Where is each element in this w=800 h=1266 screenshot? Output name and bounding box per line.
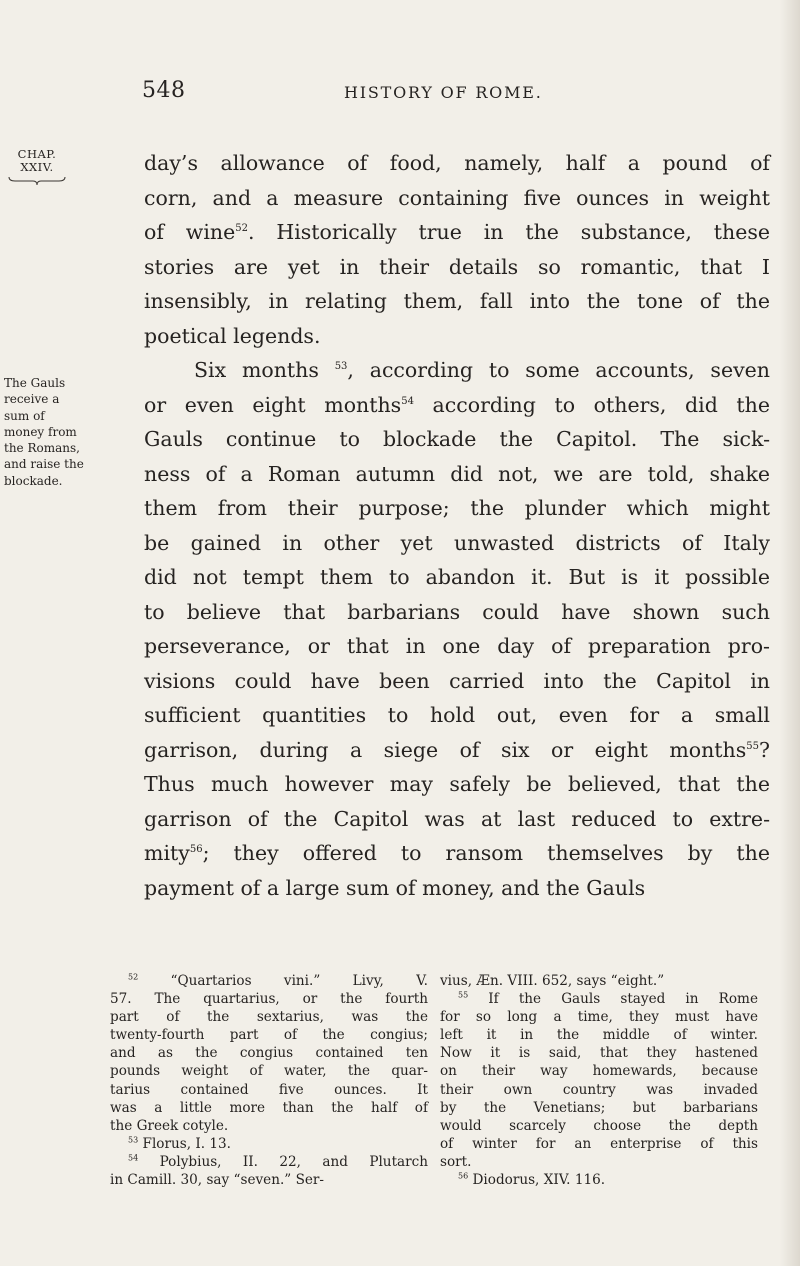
footnote-ref: 55 [746, 740, 759, 752]
footnote-line [440, 1081, 758, 1099]
main-text [144, 146, 770, 905]
text-line [144, 457, 770, 492]
text-run: sort. [440, 1153, 472, 1170]
footnote-line [440, 990, 758, 1008]
footnote-line [110, 1062, 428, 1080]
text-run: them from their purpose; the plunder which might [144, 496, 770, 520]
text-run: according to others, did the [413, 392, 770, 417]
footnote-ref: 54 [128, 1153, 139, 1163]
text-run: poetical legends. [144, 323, 321, 348]
text-line [144, 353, 770, 388]
text-line [144, 560, 770, 595]
footnote-ref: 53 [128, 1135, 139, 1145]
text-run: left it in the middle of winter. [440, 1027, 758, 1044]
text-line [144, 733, 770, 768]
text-run: ; they offered to ransom themselves by the [202, 841, 770, 865]
footnote-line [110, 1135, 428, 1153]
page-number: 548 [142, 78, 186, 103]
text-run: was a little more than the half of [110, 1099, 428, 1116]
chapter-number: XXIV. [20, 160, 54, 174]
text-run: Six months [194, 358, 335, 382]
footnote-line [110, 1171, 428, 1189]
text-line [144, 664, 770, 699]
text-run: by the Venetians; but barbarians [440, 1099, 758, 1116]
footnote-line [440, 1062, 758, 1080]
footnotes-left-column [110, 972, 428, 1189]
text-line [144, 422, 770, 457]
text-run: payment of a large sum of money, and the Gauls [144, 875, 646, 900]
text-line [144, 388, 770, 423]
text-run: in Camill. 30, say “seven.” Ser- [110, 1172, 325, 1189]
text-run: twenty-fourth part of the congius; [110, 1027, 428, 1044]
text-run: perseverance, or that in one day of preparation pro- [144, 634, 770, 658]
text-line [144, 146, 770, 181]
text-line [144, 215, 770, 250]
chapter-label [7, 148, 67, 174]
marginal-note-line: receive a [4, 392, 60, 407]
text-run: If the Gauls stayed in Rome [468, 991, 758, 1008]
text-run: garrison, during a siege of six or eight months [144, 737, 747, 762]
marginal-note-line: blockade. [4, 473, 63, 488]
footnote-line [440, 1117, 758, 1135]
text-run: . Historically true in the substance, these [247, 220, 770, 244]
text-run: of wine [144, 220, 236, 244]
text-run: their own country was invaded [440, 1081, 758, 1098]
footnote-line [110, 1081, 428, 1099]
text-line [144, 629, 770, 664]
text-run: sufficient quantities to hold out, even for a small [144, 703, 770, 727]
marginal-note [4, 375, 102, 489]
marginal-note-line: sum of [4, 408, 45, 423]
text-line [144, 491, 770, 526]
footnote-line [110, 1117, 428, 1135]
marginal-note-line: The Gauls [4, 376, 66, 390]
footnote-line [110, 1008, 428, 1026]
text-run: 57. The quartarius, or the fourth [110, 991, 428, 1008]
text-run: of winter for an enterprise of this [440, 1135, 758, 1152]
footnote-ref: 56 [458, 1171, 469, 1181]
text-line [144, 871, 770, 906]
page-header [0, 78, 800, 108]
text-run: and as the congius contained ten [110, 1045, 428, 1062]
text-run: insensibly, in relating them, fall into the tone of the [144, 289, 770, 313]
footnote-line [110, 1026, 428, 1044]
chapter-word: CHAP. [17, 147, 57, 161]
footnotes-right-column [440, 972, 758, 1189]
marginal-note-line: money from [4, 424, 77, 439]
chapter-brace-icon [7, 176, 67, 186]
text-run: tarius contained five ounces. It [110, 1081, 428, 1098]
footnote-line [440, 1008, 758, 1026]
text-line [144, 595, 770, 630]
text-line [144, 836, 770, 871]
footnote-line [440, 1044, 758, 1062]
text-run: part of the sextarius, was the [110, 1009, 428, 1026]
text-run: corn, and a measure containing five ounces in weight [144, 185, 770, 210]
text-run: Thus much however may safely be believed, that the [144, 772, 770, 796]
text-run: vius, Æn. VIII. 652, says “eight.” [440, 973, 665, 989]
footnote-ref: 53 [334, 361, 348, 373]
marginal-note-line: the Romans, [4, 441, 80, 456]
footnote-ref: 55 [458, 990, 469, 1000]
text-run: mity [144, 841, 190, 865]
text-run: did not tempt them to abandon it. But is it possible [144, 565, 770, 589]
footnote-line [440, 1099, 758, 1117]
footnote-line [440, 1171, 758, 1189]
text-run: be gained in other yet unwasted districts of Italy [144, 530, 770, 555]
text-run: for so long a time, they must have [440, 1009, 758, 1026]
text-run: to believe that barbarians could have shown such [144, 599, 770, 624]
text-line [144, 767, 770, 802]
footnote-ref: 56 [189, 844, 203, 856]
text-run: pounds weight of water, the quar- [110, 1063, 428, 1080]
footnote-ref: 52 [128, 972, 139, 982]
running-head: HISTORY OF ROME. [344, 83, 543, 102]
footnote-line [440, 1135, 758, 1153]
text-line [144, 802, 770, 837]
text-run: ? [759, 737, 770, 762]
text-run: visions could have been carried into the Capitol in [144, 668, 770, 693]
text-line [144, 284, 770, 319]
text-run: the Greek cotyle. [110, 1117, 229, 1134]
text-run: Now it is said, that they hastened [440, 1045, 758, 1062]
footnote-line [440, 972, 758, 990]
text-run: garrison of the Capitol was at last reduced to extre- [144, 806, 770, 831]
footnote-line [440, 1153, 758, 1171]
footnote-line [110, 972, 428, 990]
footnote-line [110, 1099, 428, 1117]
footnote-ref: 54 [401, 395, 414, 407]
text-run: day’s allowance of food, namely, half a pound of [144, 151, 770, 175]
marginal-note-line: and raise the [4, 457, 84, 472]
footnote-ref: 52 [235, 223, 248, 235]
text-run: Polybius, II. 22, and Plutarch [138, 1153, 428, 1170]
footnote-line [110, 990, 428, 1008]
text-run: would scarcely choose the depth [440, 1117, 758, 1134]
text-line [144, 181, 770, 216]
footnote-line [440, 1026, 758, 1044]
page-edge-shadow [780, 0, 800, 1266]
text-run: ness of a Roman autumn did not, we are told, shake [144, 461, 770, 486]
text-run: “Quartarios vini.” Livy, V. [138, 973, 428, 989]
footnote-line [110, 1153, 428, 1171]
text-run: stories are yet in their details so romantic, that I [144, 254, 770, 279]
text-run: Florus, I. 13. [138, 1135, 231, 1152]
text-run: on their way homewards, because [440, 1063, 758, 1080]
text-run: Diodorus, XIV. 116. [468, 1172, 606, 1189]
text-run: Gauls continue to blockade the Capitol. The sick- [144, 427, 770, 451]
text-line [144, 526, 770, 561]
text-line [144, 698, 770, 733]
text-run: , according to some accounts, seven [347, 358, 771, 382]
text-line [144, 250, 770, 285]
text-run: or even eight months [144, 392, 402, 417]
footnote-line [110, 1044, 428, 1062]
text-line [144, 319, 770, 354]
